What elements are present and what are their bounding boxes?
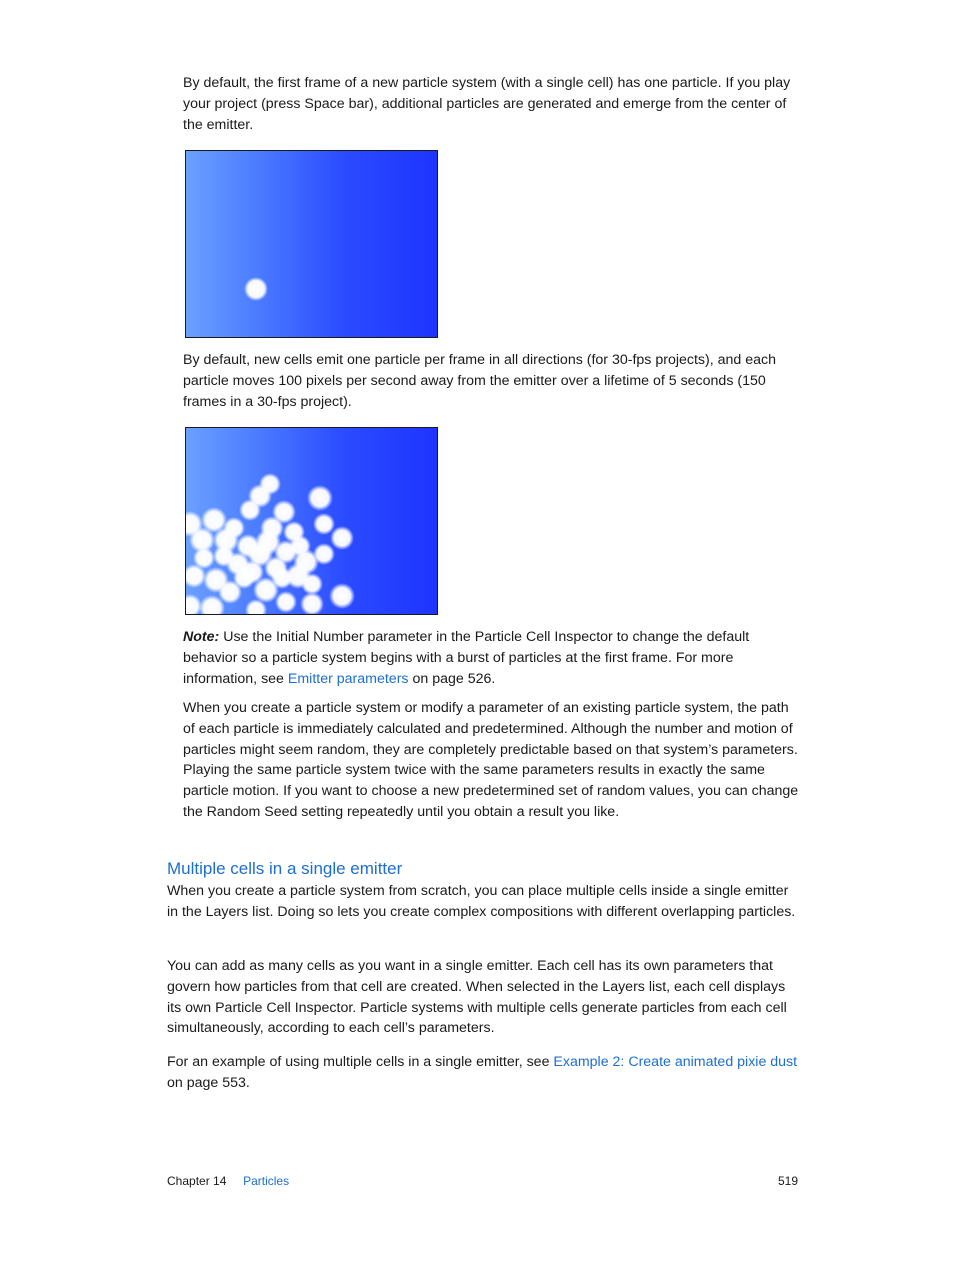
particle <box>275 591 297 613</box>
particle <box>301 573 323 595</box>
chapter-number: Chapter 14 <box>167 1174 227 1188</box>
section-paragraph-1: When you create a particle system from scratch, you can place multiple cells inside a single emitter in the Layers list. Doing so lets you create complex compositions with different overlapping particles. <box>167 883 796 920</box>
particle <box>307 485 333 511</box>
particle <box>271 567 293 589</box>
particle <box>289 535 311 557</box>
example-page-ref: on page 553. <box>167 1074 250 1091</box>
particle <box>313 543 335 565</box>
footer-chapter <box>167 1173 289 1189</box>
particle <box>213 527 239 553</box>
note-page-ref: on page 526. <box>408 670 496 687</box>
page-number: 519 <box>777 1174 798 1188</box>
section-paragraph-3 <box>167 1052 803 1094</box>
particle <box>239 499 261 521</box>
particle <box>300 592 324 614</box>
emitter-parameters-link[interactable]: Emitter parameters <box>287 670 409 687</box>
predetermined-paragraph: When you create a particle system or modify a parameter of an existing particle system, the path of each particle is immediately calculated and predetermined. Although the number and motion of particles might seem random, they are completely predictable based on that system’s parameters. Playing the same particle system twice with the same parameters results in exactly the same particle motion. If you want to choose a new predetermined set of random values, you can change the Random Seed setting repeatedly until you obtain a result you like. <box>183 700 799 820</box>
note-label: Note: <box>183 629 220 645</box>
particle <box>240 560 264 584</box>
note-text: Use the Initial Number parameter in the Particle Cell Inspector to change the default behavior so a particle system begins with a burst of particles at the first frame. For more information, see <box>183 629 750 687</box>
particle <box>244 277 268 301</box>
single-particle-illustration <box>186 151 437 337</box>
many-particles-figure <box>185 427 438 615</box>
section-paragraph-2: You can add as many cells as you want in a single emitter. Each cell has its own parameters that govern how particles from that cell are created. When selected in the Layers list, each cell displays its own Particle Cell Inspector. Particle systems with multiple cells generate particles from each cell simultaneously, according to each cell’s parameters. <box>167 958 787 1037</box>
defaults-paragraph: By default, new cells emit one particle per frame in all directions (for 30-fps projects), and each particle moves 100 pixels per second away from the emitter over a lifetime of 5 seconds (150 frames in a 30-fps project). <box>183 352 777 410</box>
particle-burst-illustration <box>186 428 437 614</box>
chapter-name-link[interactable]: Particles <box>243 1174 290 1188</box>
pixie-dust-example-link[interactable]: Example 2: Create animated pixie dust <box>553 1054 798 1070</box>
particle <box>255 529 281 555</box>
single-particle-figure <box>185 150 438 338</box>
note-paragraph <box>183 627 803 689</box>
particle <box>330 526 354 550</box>
intro-paragraph: By default, the first frame of a new particle system (with a single cell) has one particle. If you play your project (press Space bar), additional particles are generated and emerge from the center of the emitter. <box>183 75 791 133</box>
section-heading: Multiple cells in a single emitter <box>167 859 403 878</box>
example-text: For an example of using multiple cells in a single emitter, see <box>167 1054 554 1070</box>
particle <box>329 583 355 609</box>
particle <box>193 547 215 569</box>
particle <box>313 513 335 535</box>
